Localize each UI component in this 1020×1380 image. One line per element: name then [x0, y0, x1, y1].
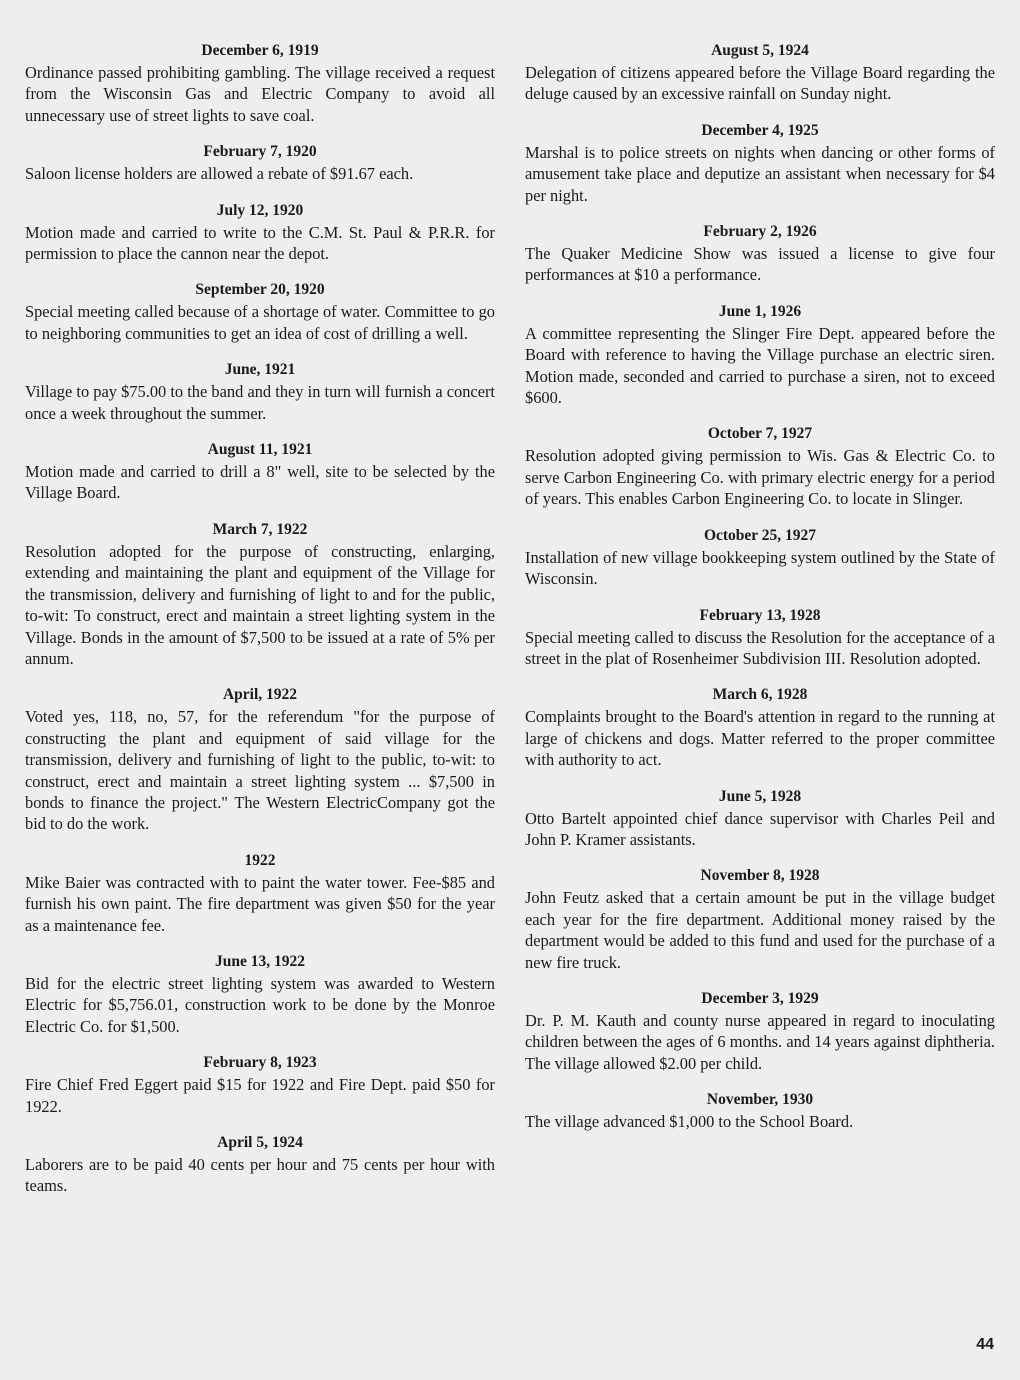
- entry-text: Voted yes, 118, no, 57, for the referendum "for the purpose of constructing the plant and equipment of said village for the transmission, delivery and furnishing of light to the public, to-wit: to construct, erect and maintain a street lighting system ... $7,500 in bonds to finance the project." The Western ElectricCompany got the bid to do the work.: [25, 707, 495, 834]
- minutes-entry: [25, 1052, 495, 1117]
- minutes-entry: [25, 951, 495, 1037]
- minutes-entry: [25, 1132, 495, 1197]
- minutes-entry: [525, 988, 995, 1074]
- minutes-entry: [25, 279, 495, 344]
- entry-date: August 5, 1924: [711, 42, 809, 59]
- entry-date: February 7, 1920: [203, 143, 317, 161]
- entry-text: Village to pay $75.00 to the band and they in turn will furnish a concert once a week throughout the summer.: [25, 382, 495, 423]
- entry-date: December 4, 1925: [701, 121, 819, 139]
- entry-date: June 1, 1926: [718, 302, 802, 320]
- entry-text: Otto Bartelt appointed chief dance supervisor with Charles Peil and John P. Kramer assistants.: [525, 808, 995, 849]
- entry-text: Installation of new village bookkeeping system outlined by the State of Wisconsin.: [525, 547, 995, 589]
- entry-text: Delegation of citizens appeared before the Village Board regarding the deluge caused by an excessive rainfall on Sunday night.: [525, 63, 995, 104]
- entry-date: April, 1922: [222, 686, 298, 704]
- entry-text: Special meeting called to discuss the Resolution for the acceptance of a street in the plat of Rosenheimer Subdivision III. Resolution adopted.: [525, 627, 995, 668]
- entry-date: October 7, 1927: [707, 425, 813, 443]
- entry-date: August 11, 1921: [207, 441, 313, 459]
- entry-text: A committee representing the Slinger Fire Dept. appeared before the Board with reference to having the Village purchase an electric siren. Motion made, seconded and carried to purchase a siren, not to exceed $600.: [525, 323, 995, 408]
- minutes-entry: [525, 525, 995, 590]
- minutes-entry: [25, 40, 495, 126]
- entry-date: December 3, 1929: [701, 989, 819, 1007]
- entry-date: October 25, 1927: [703, 526, 817, 544]
- entry-date: June, 1921: [224, 361, 296, 379]
- minutes-entry: [25, 439, 495, 504]
- entry-date: April 5, 1924: [217, 1134, 303, 1151]
- minutes-entry: [25, 359, 495, 424]
- entry-text: Marshal is to police streets on nights when dancing or other forms of amusement take place and deputize an assistant when necessary for $4 per night.: [525, 142, 995, 205]
- minutes-entry: [525, 865, 995, 973]
- entry-text: The village advanced $1,000 to the School Board.: [525, 1112, 854, 1132]
- minutes-entry: [525, 40, 995, 105]
- entry-date: March 7, 1922: [212, 520, 308, 538]
- entry-text: Dr. P. M. Kauth and county nurse appeared in regard to inoculating children between the ages of 6 months. and 14 years against diphtheria. The village allowed $2.00 per child.: [525, 1010, 995, 1073]
- entry-text: Motion made and carried to drill a 8" well, site to be selected by the Village Board.: [25, 462, 495, 503]
- right-column: [525, 40, 995, 1148]
- entry-text: Complaints brought to the Board's attention in regard to the running at large of chickens and dogs. Matter referred to the proper committee with authority to act.: [525, 707, 995, 770]
- entry-date: November, 1930: [706, 1091, 814, 1109]
- minutes-entry: [525, 1089, 995, 1132]
- minutes-entry: [525, 301, 995, 409]
- entry-text: Mike Baier was contracted with to paint the water tower. Fee-$85 and furnish his own paint. The fire department was given $50 for the year as a maintenance fee.: [25, 872, 495, 935]
- entry-text: Special meeting called because of a shortage of water. Committee to go to neighboring communities to get an idea of cost of drilling a well.: [25, 302, 495, 343]
- minutes-entry: [525, 786, 995, 851]
- entry-date: March 6, 1928: [712, 686, 808, 704]
- entry-text: The Quaker Medicine Show was issued a license to give four performances at $10 a performance.: [525, 244, 995, 285]
- entry-date: June 5, 1928: [718, 787, 802, 805]
- minutes-entry: [25, 684, 495, 834]
- entry-text: Resolution adopted giving permission to Wis. Gas & Electric Co. to serve Carbon Engineering Co. with primary electric energy for a period of years. This enables Carbon Engineering Co. to locate in Slinger.: [525, 446, 995, 509]
- minutes-entry: [525, 221, 995, 286]
- entry-text: Resolution adopted for the purpose of constructing, enlarging, extending and maintaining the plant and equipment of the Village for the transmission, delivery and furnishing of light to and for the public, to-wit: To construct, erect and maintain a street lighting system in the Village. Bonds in the amount of $7,500 to be issued at a rate of 5% per annum.: [25, 541, 495, 668]
- minutes-entry: [25, 141, 495, 184]
- minutes-entry: [25, 200, 495, 265]
- entry-date: February 2, 1926: [703, 223, 817, 241]
- minutes-entry: [525, 684, 995, 770]
- minutes-entry: [525, 120, 995, 206]
- entry-date: December 6, 1919: [201, 42, 319, 59]
- entry-text: Fire Chief Fred Eggert paid $15 for 1922 and Fire Dept. paid $50 for 1922.: [25, 1075, 495, 1116]
- entry-date: September 20, 1920: [195, 281, 325, 299]
- entry-text: Laborers are to be paid 40 cents per hour and 75 cents per hour with teams.: [25, 1155, 495, 1196]
- entry-date: July 12, 1920: [216, 201, 304, 219]
- entry-text: Bid for the electric street lighting system was awarded to Western Electric for $5,756.01, construction work to be done by the Monroe Electric Co. for $1,500.: [25, 973, 495, 1036]
- entry-text: John Feutz asked that a certain amount be put in the village budget each year for the fire department. Additional money raised by the department would be added to this fund and used for the purchase of a new fire truck.: [525, 888, 995, 972]
- minutes-entry: [525, 423, 995, 509]
- entry-date: June 13, 1922: [215, 952, 305, 970]
- entry-text: Saloon license holders are allowed a rebate of $91.67 each.: [25, 164, 414, 184]
- minutes-entry: [25, 519, 495, 669]
- minutes-entry: [25, 850, 495, 936]
- entry-date: February 13, 1928: [699, 606, 821, 624]
- page-number: 44: [976, 1336, 994, 1353]
- entry-text: Motion made and carried to write to the C.M. St. Paul & P.R.R. for permission to place the cannon near the depot.: [25, 222, 495, 264]
- left-column: [25, 40, 495, 1212]
- entry-date: February 8, 1923: [203, 1054, 317, 1072]
- entry-date: 1922: [244, 851, 276, 869]
- minutes-entry: [525, 605, 995, 670]
- entry-date: November 8, 1928: [700, 867, 820, 885]
- entry-text: Ordinance passed prohibiting gambling. The village received a request from the Wisconsin Gas and Electric Company to avoid all unnecessary use of street lights to save coal.: [25, 63, 495, 125]
